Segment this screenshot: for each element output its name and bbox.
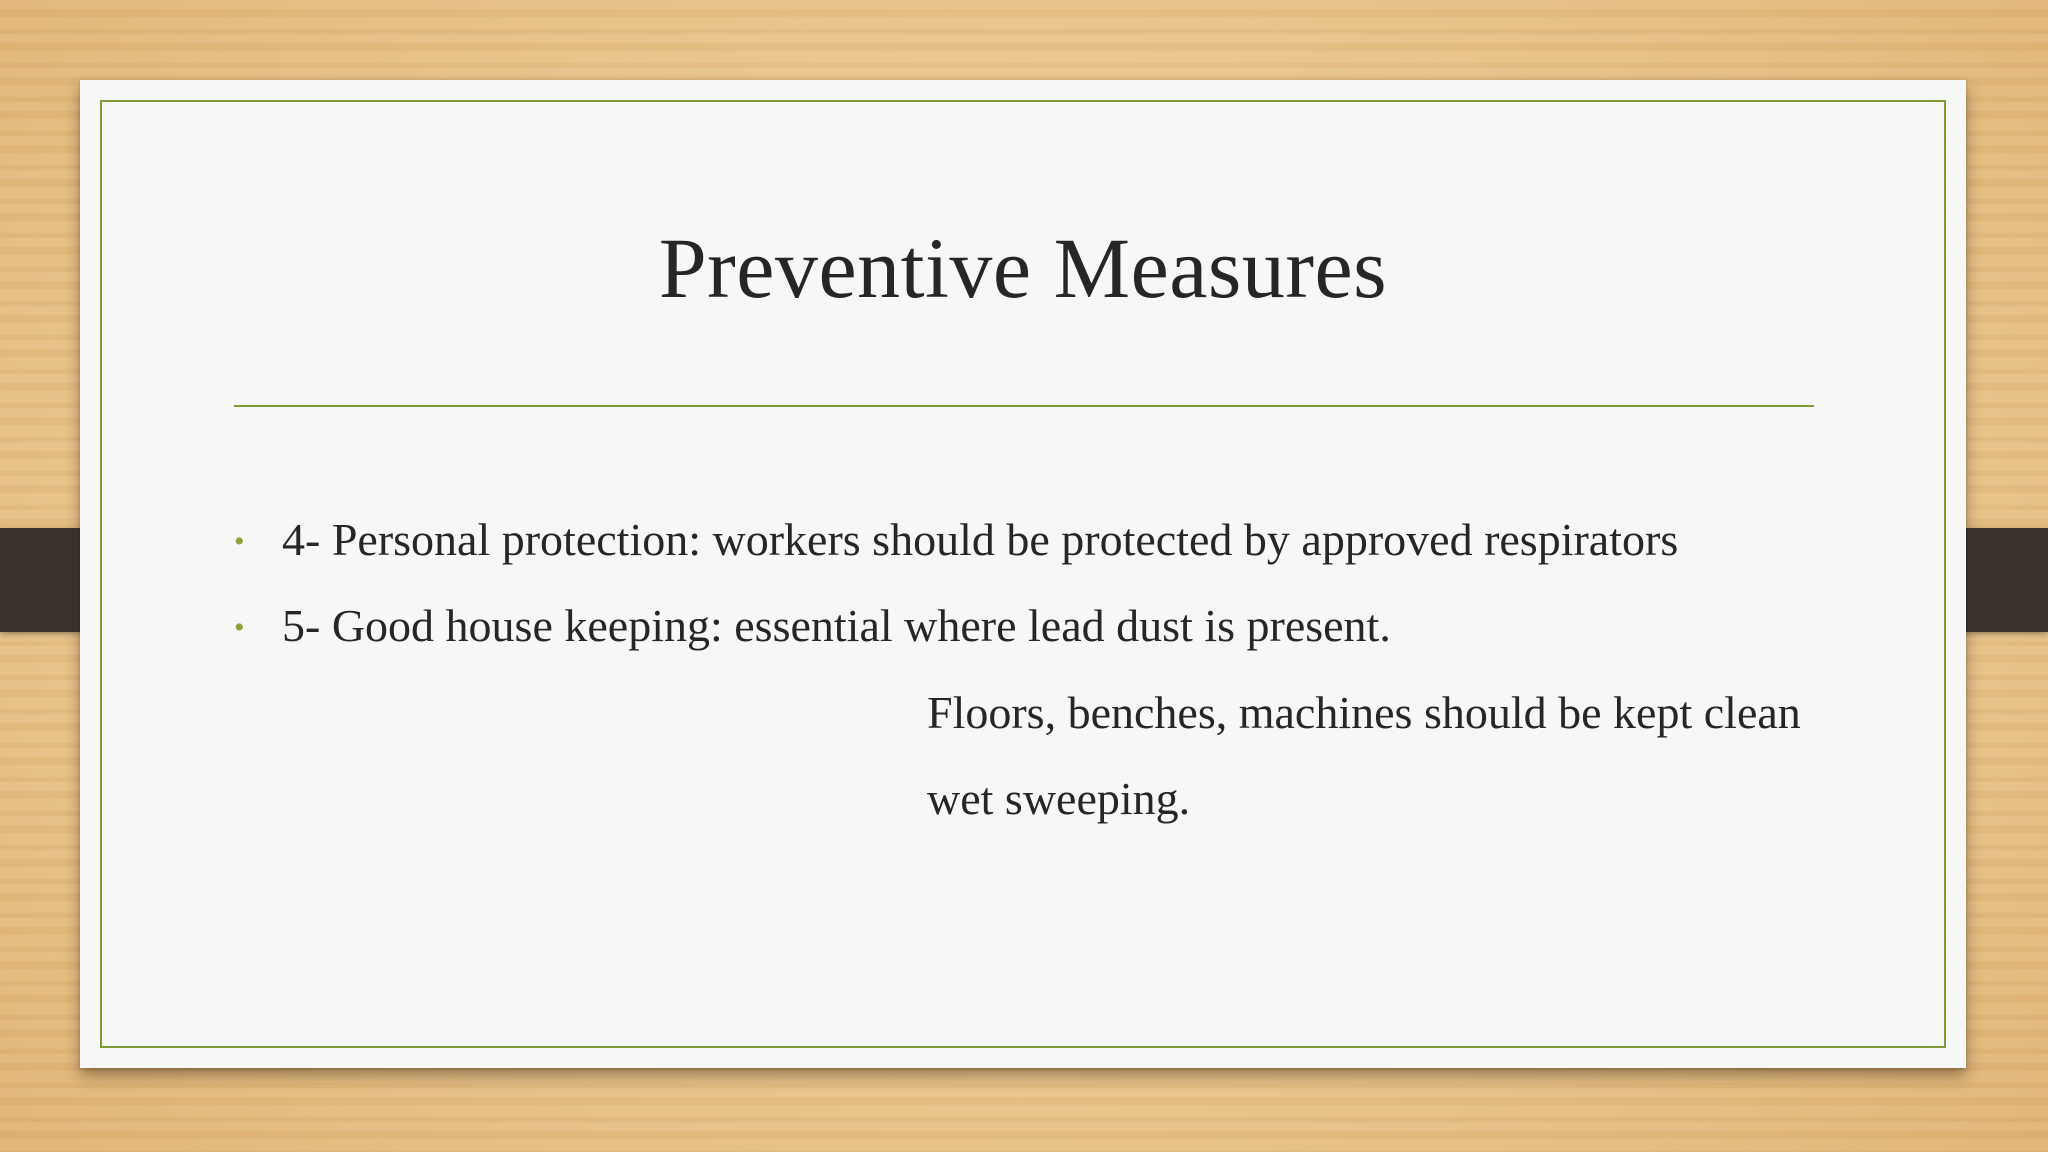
bullet-icon: • xyxy=(234,611,245,644)
slide-title: Preventive Measures xyxy=(658,220,1388,316)
bullet-text: 5- Good house keeping: essential where lead dust is present. xyxy=(282,600,1391,651)
bullet-text: 4- Personal protection: workers should be protected by approved respirators xyxy=(282,514,1679,565)
bullet-icon: • xyxy=(234,525,245,558)
slide-card xyxy=(80,80,1966,1068)
bullet-continuation-line: wet sweeping. xyxy=(927,773,1191,824)
bullet-continuation-line: Floors, benches, machines should be kept clean xyxy=(927,687,1801,738)
title-divider xyxy=(234,405,1814,407)
